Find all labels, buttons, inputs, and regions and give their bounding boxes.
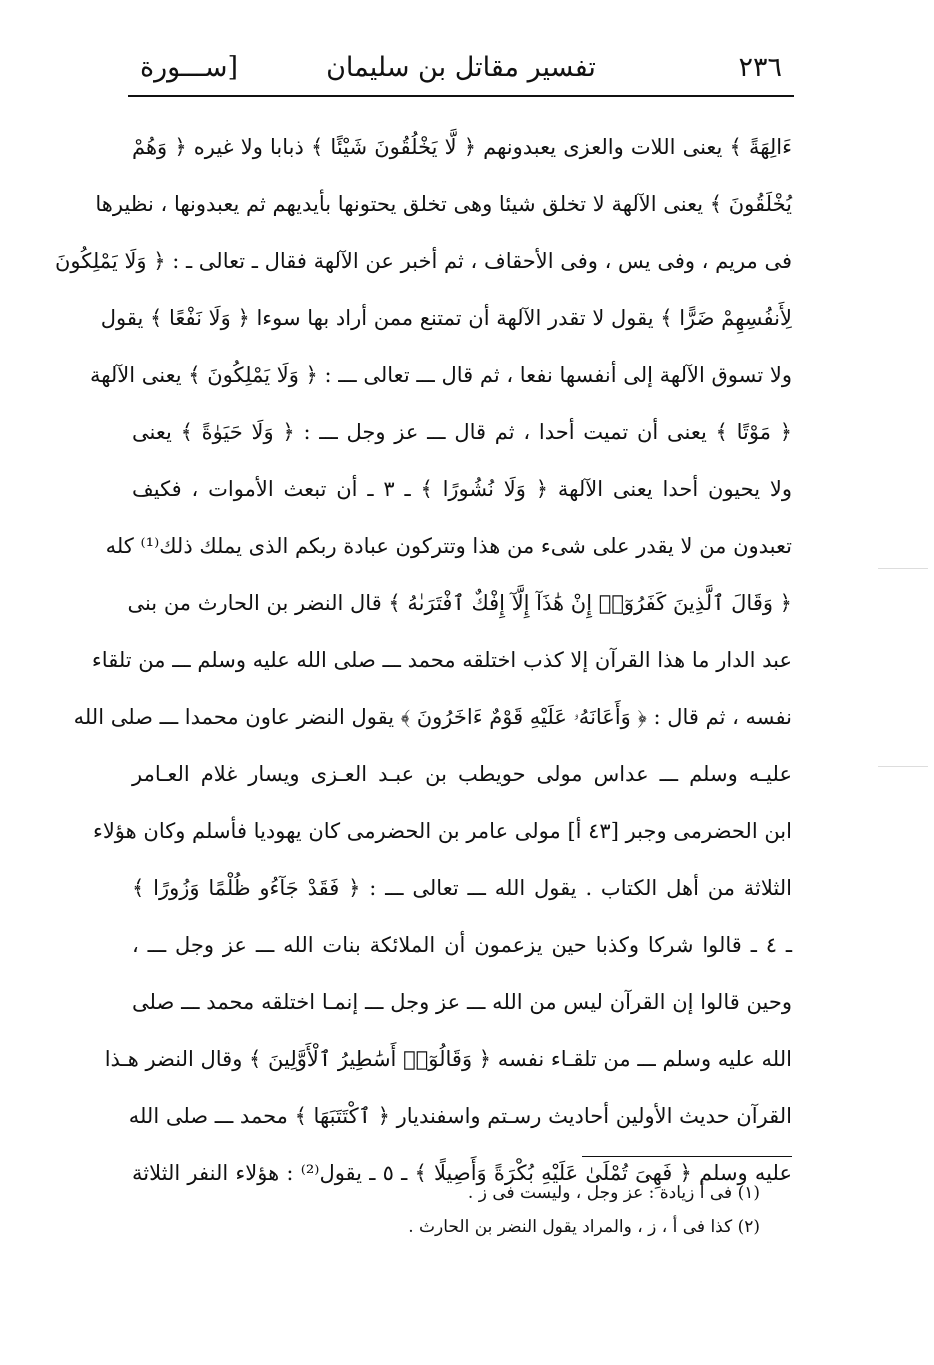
- text-line: ولا يحيون أحدا يعنى الآلهة ﴿ وَلَا نُشُورًا ﴾ ـ ٣ ـ أن تبعث الأموات ، فكيف: [132, 477, 792, 501]
- margin-guide-mark: [878, 568, 928, 569]
- footnote-1: (١) فى أ زيادة : عز وجل ، وليست فى ز .: [467, 1183, 760, 1203]
- text-line: ـ ٤ ـ قالوا شركا وكذبا حين يزعمون أن الملائكة بنات الله ـــ عز وجل ـــ ،: [132, 933, 793, 957]
- text-line: عبد الدار ما هذا القرآن إلا كذب اختلقه محمد ـــ صلى الله عليه وسلم ـــ من تلقاء: [91, 648, 792, 672]
- text-line: تعبدون من لا يقدر على شىء من هذا وتتركون عبادة ربكم الذى يملك ذلك⁽¹⁾ كله: [105, 534, 792, 558]
- text-line: لِأَنفُسِهِمْ ضَرًّا ﴾ يقول لا تقدر الآلهة أن تمتنع ممن أراد بها سوءا ﴿ وَلَا نَفْعًا ﴾ يقول: [100, 306, 792, 330]
- text-line: ولا تسوق الآلهة إلى أنفسها نفعا ، ثم قال ـــ تعالى ـــ : ﴿ وَلَا يَمْلِكُونَ ﴾ يعنى الآلهة: [89, 363, 792, 387]
- text-line: نفسه ، ثم قال : ﴿ وَأَعَانَهُۥ عَلَيْهِ قَوْمٌ ءَاخَرُونَ ﴾ يقول النضر عاون محمدا ـــ صلى الله: [73, 705, 792, 729]
- header-rule: [128, 95, 794, 97]
- text-line: ابن الحضرمى وجبر [٤٣ أ] مولى عامر بن الحضرمى كان يهوديا فأسلم وكان هؤلاء: [92, 819, 792, 843]
- text-line: القرآن حديث الأولين أحاديث رسـتم واسفنديار ﴿ ٱكْتَتَبَهَا ﴾ محمد ـــ صلى الله: [128, 1104, 792, 1128]
- running-header: [128, 44, 794, 90]
- footnote-rule: [582, 1156, 792, 1157]
- text-line: الثلاثة من أهل الكتاب . يقول الله ـــ تعالى ـــ : ﴿ فَقَدْ جَآءُو ظُلْمًا وَزُورًا ﴾: [132, 876, 792, 900]
- page-number: ٢٣٦: [738, 52, 782, 83]
- footnotes: [132, 1176, 760, 1244]
- book-title: تفسير مقاتل بن سليمان: [326, 52, 596, 83]
- text-line: يُخْلَقُونَ ﴾ يعنى الآلهة لا تخلق شيئا وهى تخلق يحتونها بأيديهم ثم يعبدونها ، نظيرها: [95, 192, 792, 216]
- surah-heading: [ســـورة: [140, 52, 239, 83]
- margin-guide-mark: [878, 766, 928, 767]
- text-line: عليه وسلم ﴿ فَهِىَ تُمْلَىٰ عَلَيْهِ بُكْرَةً وَأَصِيلًا ﴾ ـ ٥ ـ يقول⁽²⁾ : هؤلاء النفر الثلاثة: [132, 1161, 792, 1185]
- main-text: [54, 122, 793, 1205]
- text-line: ﴿ مَوْتًا ﴾ يعنى أن تميت أحدا ، ثم قال ـــ عز وجل ـــ : ﴿ وَلَا حَيَوٰةً ﴾ يعنى: [132, 420, 792, 444]
- text-line: فى مريم ، وفى يس ، وفى الأحقاف ، ثم أخبر عن الآلهة فقال ـ تعالى ـ : ﴿ وَلَا يَمْلِكُونَ: [54, 249, 792, 273]
- text-line: ءَالِهَةً ﴾ يعنى اللات والعزى يعبدونهم ﴿ لَّا يَخْلُقُونَ شَيْئًا ﴾ ذبابا ولا غيره ﴿ وَهُمْ: [132, 135, 792, 159]
- text-line: عليـه وسلم ـــ عداس مولى حويطب بن عبـد العـزى ويسار غلام العـامر: [132, 762, 792, 786]
- footnote-2: (٢) كذا فى أ ، ز ، والمراد يقول النضر بن الحارث .: [408, 1217, 760, 1237]
- text-line: وحين قالوا إن القرآن ليس من الله ـــ عز وجل ـــ إنمـا اختلقه محمد ـــ صلى: [132, 990, 792, 1014]
- text-line: ﴿ وَقَالَ ٱلَّذِينَ كَفَرُوٓا۟ إِنْ هَٰذَآ إِلَّآ إِفْكٌ ٱفْتَرَىٰهُ ﴾ قال النضر بن الحارث من بنى: [127, 591, 792, 615]
- text-line: الله عليه وسلم ـــ من تلقـاء نفسه ﴿ وَقَالُوٓا۟ أَسَٰطِيرُ ٱلْأَوَّلِينَ ﴾ وقال النضر هـذا: [104, 1047, 792, 1071]
